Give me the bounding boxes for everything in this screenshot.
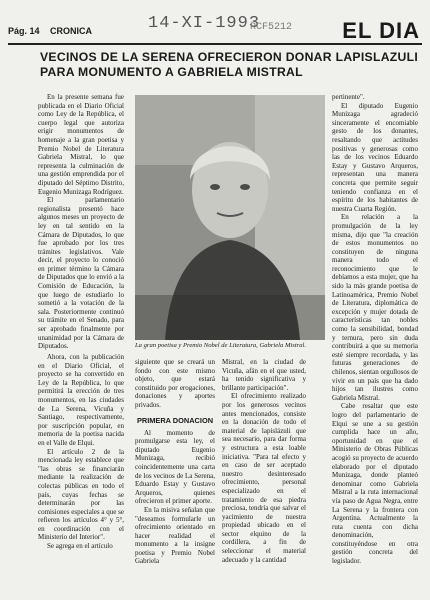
paragraph: En la presente semana fue publicada en el Diario Oficial como Ley de la República, el cuerpo legal que autoriza erigir monumentos de homenaje a la gran poetisa y Premio Nobel de Literatura Gabriela Mistral, lo que representa la culminación de una gestión emprendida por el diputado del Séptimo Distrito, Eugenio Munizaga Rodríguez. bbox=[38, 93, 124, 196]
paragraph: Ahora, con la publicación en el Diario Oficial, el proyecto se ha convertido en Ley de la República, lo que permitirá la erección de tres monumentos, en las ciudades de La Serena, Vicuña y Santiago, respectivamente, por suscripción popular, en memoria de la poetisa nacida en el Valle de Elqui. bbox=[38, 353, 124, 447]
paragraph: Al momento de promulgarse esta ley, el diputado Eugenio Munizaga, recibió coincidentemente una carta de los vecinos de La Serena, Eduardo Estay y Gustavo Arqueros, quienes ofrecieron el primer aporte. bbox=[135, 428, 215, 506]
paragraph: El artículo 2 de la mencionada ley establece que "las obras se financiarán mediante la realización de colectas públicas en todo el país, cuyas fechas se determinarán por las comisiones especiales a que se refieren los artículos 4° y 5°, en coordinación con el Ministerio del Interior". bbox=[38, 447, 124, 542]
paragraph: Cabe resaltar que este logro del parlamentario de Elqui se une a su gestión cumplida hace un año, oportunidad en que el Ministerio de Obras Públicas acogió su proyecto de acuerdo elaborado por el diputado Munizaga, donde planteó denominar como Gabriela Mistral a la ruta internacional vía paso de Agua Negra, entre La Serena y la frontera con Argentina. Actualmente la ruta cuenta con dicha denominación, constituyéndose en otra gestión concreta del legislador. bbox=[332, 402, 418, 566]
paragraph: siguiente que se creará un fondo con este mismo objeto, que estará constituido por erogaciones, donaciones y aportes privados. bbox=[135, 358, 215, 409]
column-2 bbox=[135, 358, 215, 566]
page-header bbox=[8, 6, 422, 44]
paragraph: El parlamentario regionalista presentó hace algunos meses un proyecto de ley en tal sentido en la Cámara de Diputados, lo que fue aprobado por los tres trámites legislativos. Vale decir, el proyecto lo conoció en primer término la Cámara de Diputados que lo envió a la Comisión de Educación, la que luego de estudiarlo lo sometió a la votación de la sala. Posteriormente continuó su trámite en el Senado, para ser aprobado finalmente por unanimidad por la Cámara de Diputados. bbox=[38, 196, 124, 351]
column-3 bbox=[222, 358, 306, 564]
archive-stamp: RCF5212 bbox=[250, 22, 293, 33]
column-1-bottom bbox=[38, 353, 124, 551]
paragraph: En la misiva señalan que "deseamos formularle un ofrecimiento orientado en hacer realidad el monumento a la insigne poetisa y Premio Nobel Gabriela bbox=[135, 505, 215, 566]
handwritten-date: 14-XI-1993 bbox=[148, 14, 261, 33]
column-4 bbox=[332, 93, 418, 566]
paragraph: En relación a la promulgación de la ley misma, dijo que "la creación de estos monumentos no constituyen de ninguna manera todo el reconocimiento que le debíamos a esta mujer, que ha sido la más grande poetisa de Latinoamérica, Premio Nobel de Literatura, diplomática de excepción y mujer dotada de características tan nobles como la sensibilidad, bondad y ternura, pero sin duda contribuirá a que su memoria esté siempre recordada, y las futuras generaciones de chilenos, sientan orgullosos de vivir en un país que ha dado hijos tan ilustres como Gabriela Mistral. bbox=[332, 213, 418, 402]
header-rule bbox=[8, 43, 422, 45]
paragraph: El ofrecimiento realizado por los generosos vecinos antes mencionados, consiste en la donación de todo el material de lapislázuli que sea necesario, para dar forma y estructura a esta loable iniciativa. "Para tal efecto y en caso de ser aceptado nuestro desinteresado ofrecimiento, personal especializado en el tratamiento de esa piedra preciosa, tendría que salvar el yacimiento de nuestra propiedad ubicado en el sector elquino de la cordillera, a fin de seleccionar el material adecuado y la cantidad bbox=[222, 392, 306, 564]
portrait-photo-image bbox=[135, 95, 325, 340]
column-1-top bbox=[38, 93, 124, 351]
paragraph: Se agrega en el artículo bbox=[47, 542, 113, 551]
article-headline: VECINOS DE LA SERENA OFRECIERON DONAR LAPISLAZULI PARA MONUMENTO A GABRIELA MISTRAL bbox=[40, 50, 419, 79]
subheading: PRIMERA DONACION bbox=[136, 415, 214, 425]
page-number: Pág. 14 bbox=[8, 26, 40, 36]
article-photo bbox=[135, 95, 325, 340]
paragraph: El diputado Eugenio Munizaga agradeció sinceramente el encomiable gesto de los donantes, resaltando que actitudes positivas y generosas como las de los vecinos Eduardo Estay y Gustavo Arqueros, representan una manera concreta que permite seguir teniendo confianza en el espíritu de los habitantes de nuestra Cuarta Región. bbox=[332, 101, 418, 213]
paragraph: Mistral, en la ciudad de Vicuña, afán en el que usted, ha tenido significativa y brillante participación". bbox=[222, 358, 306, 392]
photo-caption: La gran poetisa y Premio Nobel de Literatura, Gabriela Mistral. bbox=[135, 342, 307, 349]
section-label: CRONICA bbox=[50, 26, 92, 36]
newspaper-name: EL DIA bbox=[342, 18, 420, 43]
paragraph: pertinente". bbox=[332, 93, 365, 101]
